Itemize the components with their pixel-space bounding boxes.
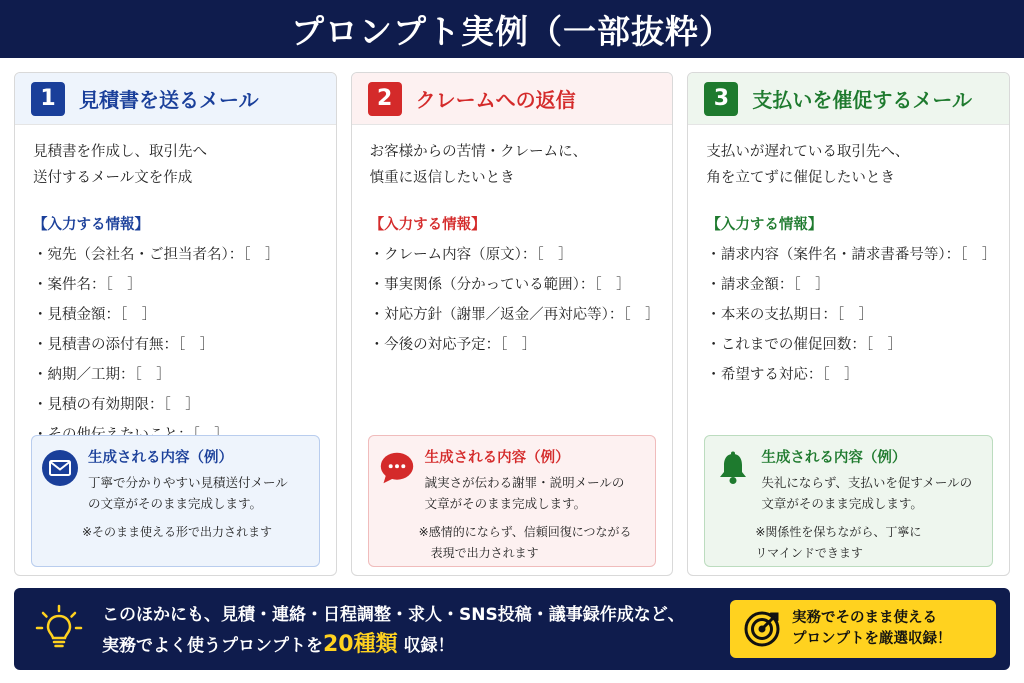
list-item: ・クレーム内容（原文）：［ ］: [369, 247, 573, 263]
list-item: ・希望する対応：［ ］: [706, 367, 859, 383]
card-description: [706, 139, 991, 201]
result-note: [419, 522, 644, 564]
result-text: [761, 472, 980, 514]
lightbulb-icon: [34, 604, 84, 654]
list-item: ・対応方針（謝罪／返金／再対応等）：［ ］: [369, 307, 660, 323]
card-complaint-reply: [351, 72, 674, 576]
result-note-line: ※そのまま使える形で出力されます: [82, 525, 273, 539]
list-item: ・本来の支払期日：［ ］: [706, 307, 874, 323]
footer-line-text: 実務でよく使うプロンプトを: [102, 636, 323, 656]
card-description: [370, 139, 655, 201]
result-note-line: ※感情的にならず、信頼回復につながる: [418, 525, 632, 539]
result-text-line: 失礼にならず、支払いを促すメールの: [761, 475, 973, 490]
curated-badge: [730, 600, 996, 658]
bell-icon: [715, 450, 751, 486]
badge-line: プロンプトを厳選収録！: [792, 631, 952, 647]
result-example-box: [31, 435, 320, 567]
result-text: [425, 472, 644, 514]
input-info-heading: 【入力する情報】: [706, 217, 823, 233]
card-description-line: 慎重に返信したいとき: [369, 170, 515, 186]
envelope-icon: [42, 450, 78, 486]
list-item: ・見積金額：［ ］: [33, 307, 157, 323]
badge-text: [792, 608, 952, 650]
prompt-count-highlight: 20種類: [323, 632, 398, 657]
footer-line: このほかにも、見積・連絡・日程調整・求人・SNS投稿・議事録作成など、: [102, 605, 685, 625]
card-description: [33, 139, 318, 201]
result-example-box: [704, 435, 993, 567]
title-bar: [0, 0, 1024, 58]
result-text-line: 丁寧で分かりやすい見積送付メール: [88, 475, 288, 490]
card-header: [15, 73, 336, 125]
result-note-line: 表現で出力されます: [418, 546, 539, 560]
input-info-heading: 【入力する情報】: [33, 217, 149, 233]
result-text-line: の文章がそのまま完成します。: [88, 496, 263, 511]
input-info-heading: 【入力する情報】: [369, 217, 486, 233]
page-title: プロンプト実例（一部抜粋）: [291, 11, 733, 51]
card-number-badge: 3: [704, 82, 738, 116]
result-text: [88, 472, 307, 514]
card-quote-email: [14, 72, 337, 576]
list-item: ・案件名：［ ］: [33, 277, 142, 293]
result-title: 生成される内容（例）: [424, 450, 570, 466]
list-item: ・見積書の添付有無：［ ］: [33, 337, 215, 353]
footer-message: [102, 600, 685, 661]
card-header: [352, 73, 673, 125]
result-text-line: 誠実さが伝わる謝罪・説明メールの: [424, 475, 625, 490]
card-title: 支払いを催促するメール: [752, 88, 972, 112]
card-description-line: 送付するメール文を作成: [33, 170, 193, 186]
result-note-line: リマインドできます: [755, 546, 863, 560]
result-example-box: [368, 435, 657, 567]
card-payment-reminder: [687, 72, 1010, 576]
badge-line: 実務でそのまま使える: [792, 610, 937, 626]
list-item: ・これまでの催促回数：［ ］: [706, 337, 903, 353]
result-note-line: ※関係性を保ちながら、丁寧に: [755, 525, 922, 539]
prompt-cards: [14, 72, 1010, 576]
card-title: クレームへの返信: [415, 88, 576, 112]
result-text-line: 文章がそのまま完成します。: [424, 496, 587, 511]
list-item: ・事実関係（分かっている範囲）：［ ］: [369, 277, 631, 293]
list-item: ・請求内容（案件名・請求書番号等）：［ ］: [706, 247, 997, 263]
result-title: 生成される内容（例）: [761, 450, 907, 466]
input-info-list: [369, 240, 660, 360]
input-info-list: [33, 240, 318, 450]
input-info-list: [706, 240, 997, 390]
card-title: 見積書を送るメール: [79, 88, 259, 112]
footer-line: [102, 630, 685, 661]
card-description-line: 支払いが遅れている取引先へ、: [706, 144, 910, 160]
list-item: ・今後の対応予定：［ ］: [369, 337, 537, 353]
card-header: [688, 73, 1009, 125]
result-text-line: 文章がそのまま完成します。: [761, 496, 923, 511]
list-item: ・請求金額：［ ］: [706, 277, 830, 293]
card-number-badge: 2: [368, 82, 402, 116]
target-icon: [744, 611, 780, 647]
footer-line-text: 収録！: [403, 636, 455, 656]
result-title: 生成される内容（例）: [88, 450, 233, 466]
card-description-line: 見積書を作成し、取引先へ: [33, 144, 207, 160]
list-item: ・宛先（会社名・ご担当者名）：［ ］: [33, 247, 280, 263]
result-note: [82, 522, 307, 543]
card-number-badge: 1: [31, 82, 65, 116]
footer-banner: [14, 588, 1010, 670]
card-description-line: 角を立てずに催促したいとき: [706, 170, 895, 186]
result-note: [755, 522, 980, 564]
list-item: ・見積の有効期限：［ ］: [33, 397, 200, 413]
speech-bubble-icon: [379, 450, 415, 486]
list-item: ・納期／工期：［ ］: [33, 367, 171, 383]
card-description-line: お客様からの苦情・クレームに、: [369, 144, 588, 160]
